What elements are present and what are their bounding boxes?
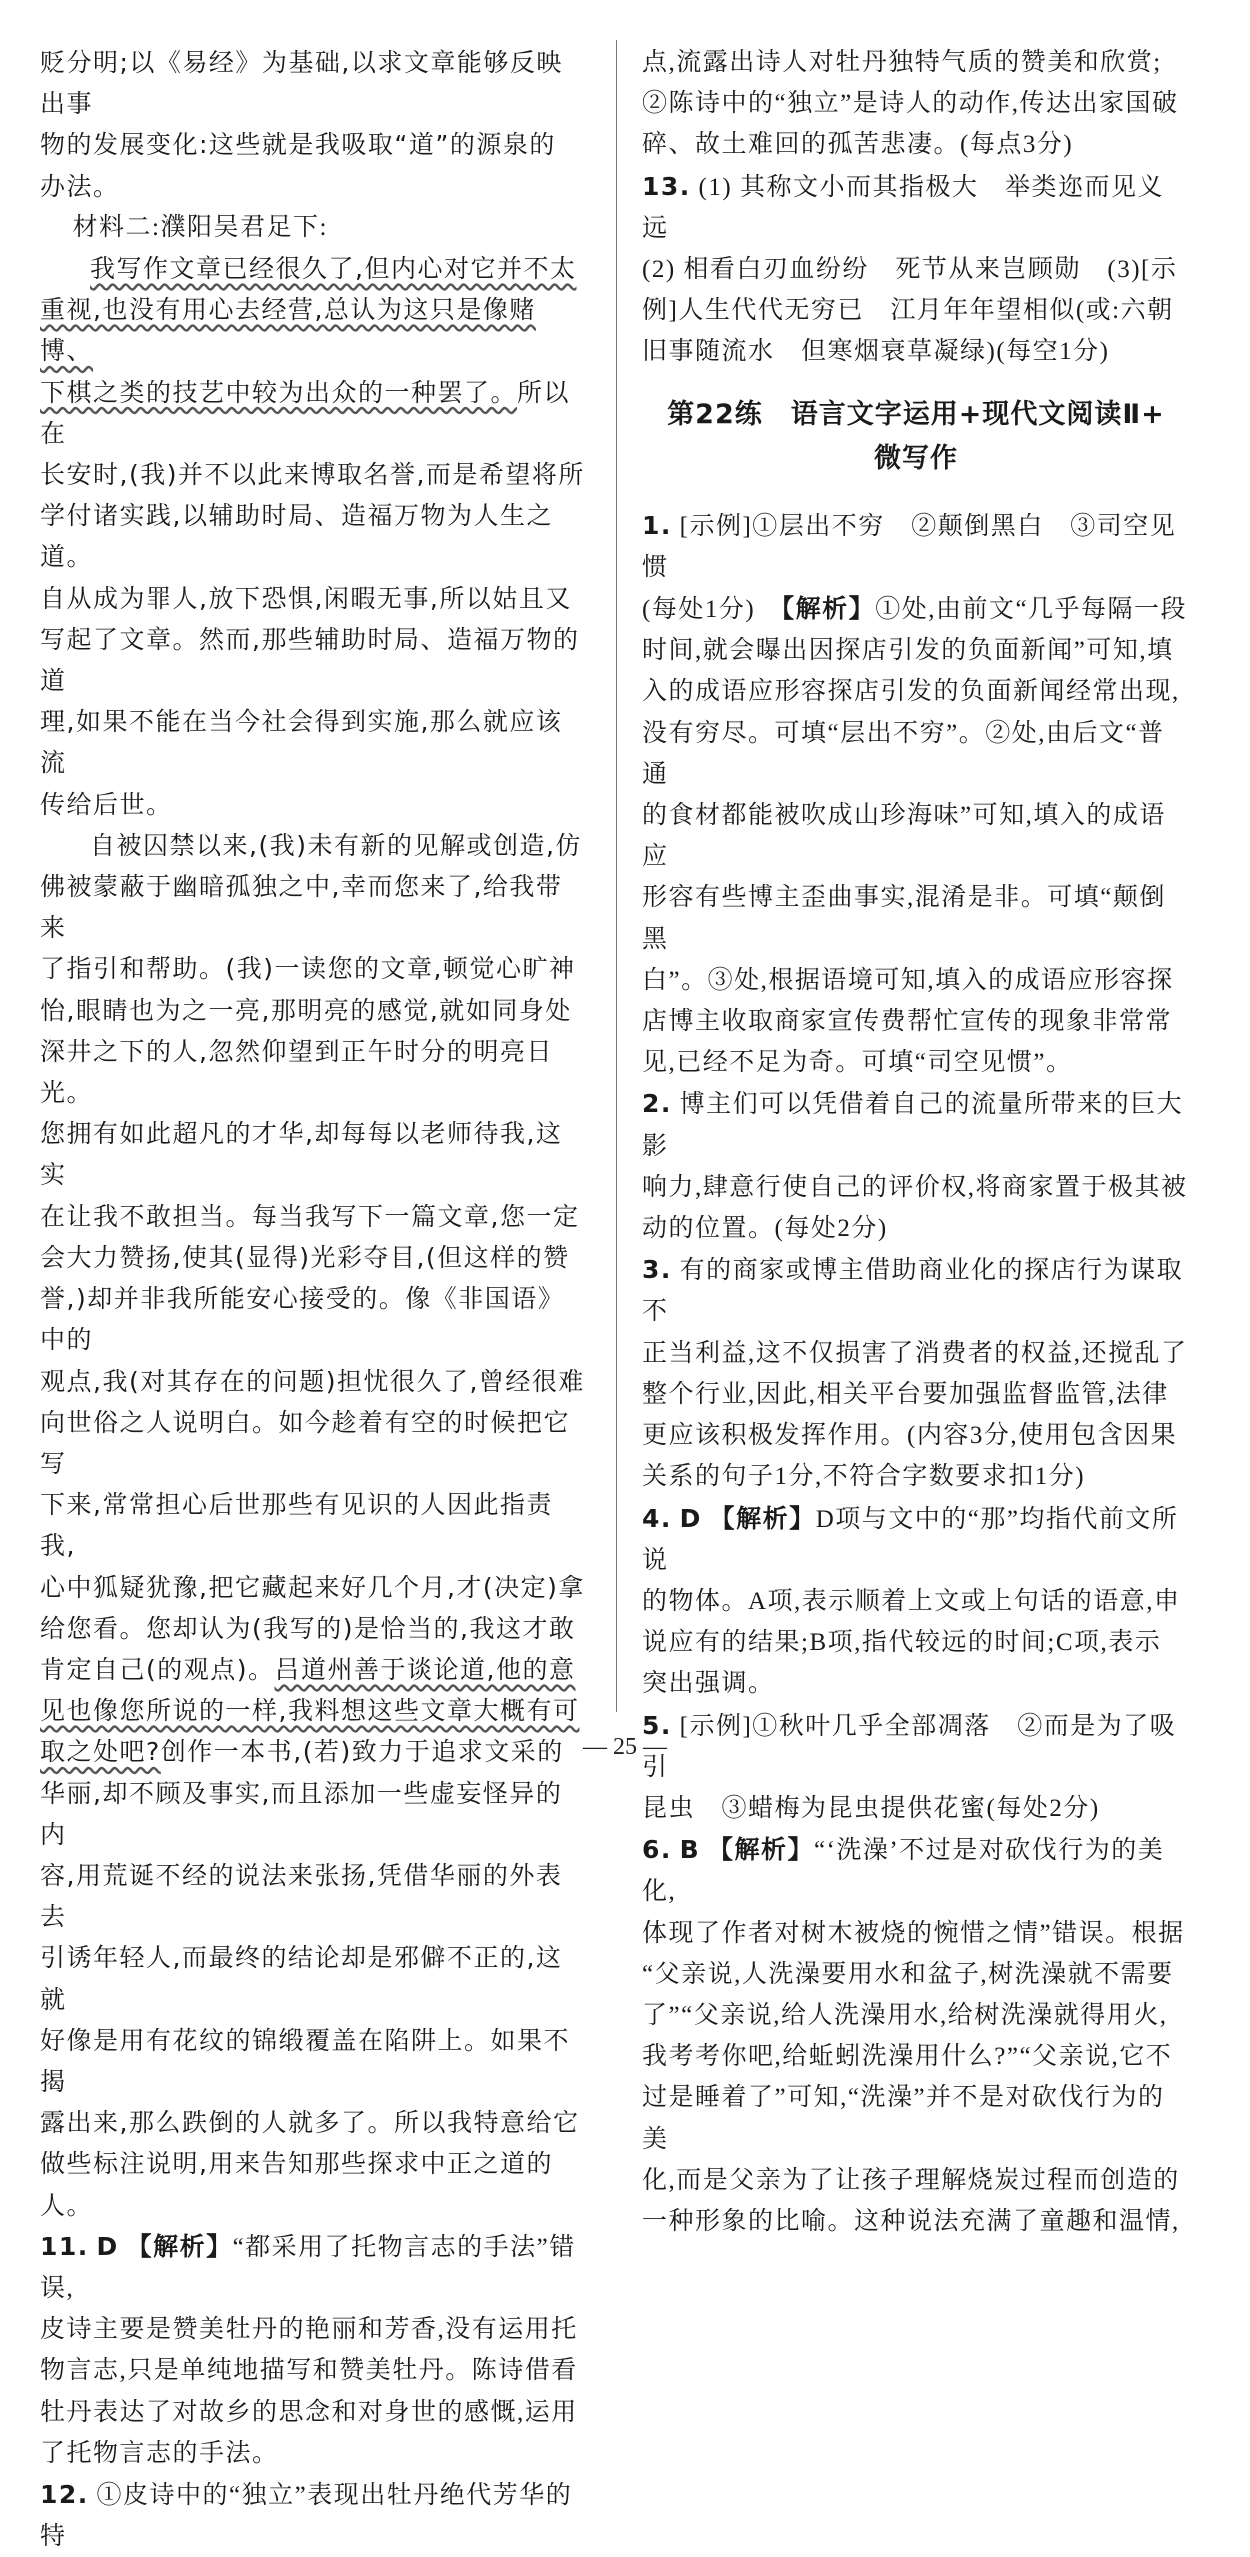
text-line: 物言志,只是单纯地描写和赞美牡丹。陈诗借看 xyxy=(40,2357,578,2385)
text-line: 下棋之类的技艺中较为出众的一种罢了。所以在 xyxy=(40,377,571,448)
answer-6: 6. B 【解析】“‘洗澡’不过是对砍伐行为的美化, xyxy=(642,1835,1165,1906)
text-line: 见也像您所说的一样,我料想这些文章大概有可 xyxy=(40,1696,580,1726)
answer-3: 3. 有的商家或博主借助商业化的探店行为谋取不 xyxy=(642,1255,1184,1326)
text-line: 碎、故土难回的孤苦悲凄。(每点3分) xyxy=(642,131,1074,159)
text-line: 办法。 xyxy=(40,171,120,201)
text-line: 怡,眼睛也为之一亮,那明亮的感觉,就如同身处 xyxy=(40,995,572,1025)
text-line: 整个行业,因此,相关平台要加强监督监管,法律 xyxy=(642,1380,1169,1408)
text-line: 关系的句子1分,不符合字数要求扣1分) xyxy=(642,1463,1086,1491)
text-line: 响力,肆意行使自己的评价权,将商家置于极其被 xyxy=(642,1173,1188,1201)
text-line: 学付诸实践,以辅助时局、造福万物为人生之道。 xyxy=(40,501,553,572)
text-line: 观点,我(对其存在的问题)担忧很久了,曾经很难 xyxy=(40,1366,585,1396)
answer-5: 5. [示例]①秋叶几乎全部凋落 ②而是为了吸引 xyxy=(642,1710,1177,1781)
text-line: 没有穷尽。可填“层出不穷”。②处,由后文“普通 xyxy=(642,719,1165,788)
text-line: 例]人生代代无穷已 江月年年望相似(或:六朝 xyxy=(642,297,1174,325)
text-line: 写起了文章。然而,那些辅助时局、造福万物的道 xyxy=(40,624,580,696)
text-line: 皮诗主要是赞美牡丹的艳丽和芳香,没有运用托 xyxy=(40,2316,578,2344)
text-line: 时间,就会曝出因探店引发的负面新闻”可知,填 xyxy=(642,637,1174,665)
text-line: 传给后世。 xyxy=(40,789,173,819)
text-line: 说应有的结果;B项,指代较远的时间;C项,表示 xyxy=(642,1629,1162,1657)
text-line: 贬分明;以《易经》为基础,以求文章能够反映出事 xyxy=(40,48,563,119)
text-line: 了”“父亲说,给人洗澡用水,给树洗澡就得用火, xyxy=(642,2001,1168,2029)
text-line: 做些标注说明,用来告知那些探求中正之道的人。 xyxy=(40,2149,553,2220)
text-line: 更应该积极发挥作用。(内容3分,使用包含因果 xyxy=(642,1422,1178,1450)
answer-4: 4. D 【解析】D项与文中的“那”均指代前文所说 xyxy=(642,1503,1179,1574)
section-title xyxy=(642,393,1190,481)
answer-13: 13. (1) 其称文小而其指极大 举类迩而见义远 xyxy=(642,171,1164,242)
answer-11: 11. D 【解析】“都采用了托物言志的手法”错误, xyxy=(40,2231,576,2302)
text-line: 白”。③处,根据语境可知,填入的成语应形容探 xyxy=(642,966,1174,994)
text-line: 的物体。A项,表示顺着上文或上句话的语意,申 xyxy=(642,1587,1181,1615)
text-line: 牡丹表达了对故乡的思念和对身世的感慨,运用 xyxy=(40,2398,578,2426)
answer-12: 12. ①皮诗中的“独立”表现出牡丹绝代芳华的特 xyxy=(40,2479,573,2551)
text-line: 给您看。您却认为(我写的)是恰当的,我这才敢 xyxy=(40,1613,576,1643)
section-title-line-2: 微写作 xyxy=(874,442,958,474)
page-number: — 25 — xyxy=(583,1734,667,1760)
text-line: 华丽,却不顾及事实,而且添加一些虚妄怪异的内 xyxy=(40,1778,563,1849)
text-line: 的食材都能被吹成山珍海味”可知,填入的成语应 xyxy=(642,802,1166,871)
text-line: 一种形象的比喻。这种说法充满了童趣和温情, xyxy=(642,2207,1180,2235)
text-line: 在让我不敢担当。每当我写下一篇文章,您一定 xyxy=(40,1201,580,1231)
text-line: 理,如果不能在当今社会得到实施,那么就应该流 xyxy=(40,707,563,778)
text-line: 突出强调。 xyxy=(642,1670,775,1698)
text-line: 容,用荒诞不经的说法来张扬,凭借华丽的外表去 xyxy=(40,1860,563,1932)
text-line: 您拥有如此超凡的才华,却每每以老师待我,这实 xyxy=(40,1119,563,1190)
text-line: 了指引和帮助。(我)一读您的文章,顿觉心旷神 xyxy=(40,954,576,984)
text-line: 深井之下的人,忽然仰望到正午时分的明亮日光。 xyxy=(40,1036,553,1108)
text-line: 下来,常常担心后世那些有见识的人因此指责我, xyxy=(40,1490,553,1561)
text-line: (2) 相看白刃血纷纷 死节从来岂顾勋 (3)[示 xyxy=(642,256,1178,284)
text-line: ②陈诗中的“独立”是诗人的动作,传达出家国破 xyxy=(642,90,1179,118)
text-line: 重视,也没有用心去经营,总认为这只是像赌博、 xyxy=(40,295,536,366)
text-line: 向世俗之人说明白。如今趁着有空的时候把它写 xyxy=(40,1407,571,1478)
text-line: 佛被蒙蔽于幽暗孤独之中,幸而您来了,给我带来 xyxy=(40,872,563,943)
text-line: 自被囚禁以来,(我)未有新的见解或创造,仿 xyxy=(90,830,582,860)
text-line: 自从成为罪人,放下恐惧,闲暇无事,所以姑且又 xyxy=(40,583,572,613)
text-line: 形容有些博主歪曲事实,混淆是非。可填“颠倒黑 xyxy=(642,884,1166,953)
text-line: 动的位置。(每处2分) xyxy=(642,1215,888,1243)
text-line: 点,流露出诗人对牡丹独特气质的赞美和欣赏; xyxy=(642,49,1162,76)
text-line: 誉,)却并非我所能安心接受的。像《非国语》中的 xyxy=(40,1284,565,1355)
text-line: (每处1分) 【解析】①处,由前文“几乎每隔一段 xyxy=(642,594,1188,624)
text-line: 体现了作者对树木被烧的惋惜之情”错误。根据 xyxy=(642,1919,1185,1947)
text-line: 引诱年轻人,而最终的结论却是邪僻不正的,这就 xyxy=(40,1943,563,2014)
text-line: “父亲说,人洗澡要用水和盆子,树洗澡就不需要 xyxy=(642,1960,1174,1988)
left-column xyxy=(40,42,588,2557)
text-line: 心中狐疑犹豫,把它藏起来好几个月,才(决定)拿 xyxy=(40,1572,585,1602)
text-line: 了托物言志的手法。 xyxy=(40,2439,279,2467)
answer-1: 1. [示例]①层出不穷 ②颠倒黑白 ③司空见惯 xyxy=(642,510,1177,581)
text-line: 长安时,(我)并不以此来博取名誉,而是希望将所 xyxy=(40,460,585,490)
text-line: 取之处吧?创作一本书,(若)致力于追求文采的 xyxy=(40,1737,564,1767)
column-divider xyxy=(616,40,617,1712)
text-line: 我考考你吧,给蚯蚓洗澡用什么?”“父亲说,它不 xyxy=(642,2043,1173,2071)
text-line: 昆虫 ③蜡梅为昆虫提供花蜜(每处2分) xyxy=(642,1794,1100,1822)
text-line: 我写作文章已经很久了,但内心对它并不太 xyxy=(90,254,577,284)
text-line: 过是睡着了”可知,“洗澡”并不是对砍伐行为的美 xyxy=(642,2084,1165,2153)
answer-2: 2. 博主们可以凭借着自己的流量所带来的巨大影 xyxy=(642,1089,1184,1160)
text-line: 入的成语应形容探店引发的负面新闻经常出现, xyxy=(642,678,1180,706)
text-line: 正当利益,这不仅损害了消费者的权益,还搅乱了 xyxy=(642,1339,1188,1367)
text-line: 会大力赞扬,使其(显得)光彩夺目,(但这样的赞 xyxy=(40,1242,570,1272)
text-line: 店博主收取商家宣传费帮忙宣传的现象非常常 xyxy=(642,1008,1173,1036)
material-heading: 材料二:濮阳吴君足下: xyxy=(72,213,328,241)
text-line: 露出来,那么跌倒的人就多了。所以我特意给它 xyxy=(40,2108,580,2138)
text-line: 化,而是父亲为了让孩子理解烧炭过程而创造的 xyxy=(642,2166,1180,2194)
section-title-line-1: 第22练 语言文字运用+现代文阅读Ⅱ+ xyxy=(667,398,1165,430)
text-line: 好像是用有花纹的锦缎覆盖在陷阱上。如果不揭 xyxy=(40,2025,571,2096)
text-line: 旧事随流水 但寒烟衰草凝绿)(每空1分) xyxy=(642,338,1110,366)
text-line: 物的发展变化:这些就是我吸取“道”的源泉的 xyxy=(40,130,556,160)
text-line: 肯定自己(的观点)。吕道州善于谈论道,他的意 xyxy=(40,1654,576,1684)
right-column xyxy=(642,42,1190,2242)
text-line: 见,已经不足为奇。可填“司空见惯”。 xyxy=(642,1049,1073,1077)
